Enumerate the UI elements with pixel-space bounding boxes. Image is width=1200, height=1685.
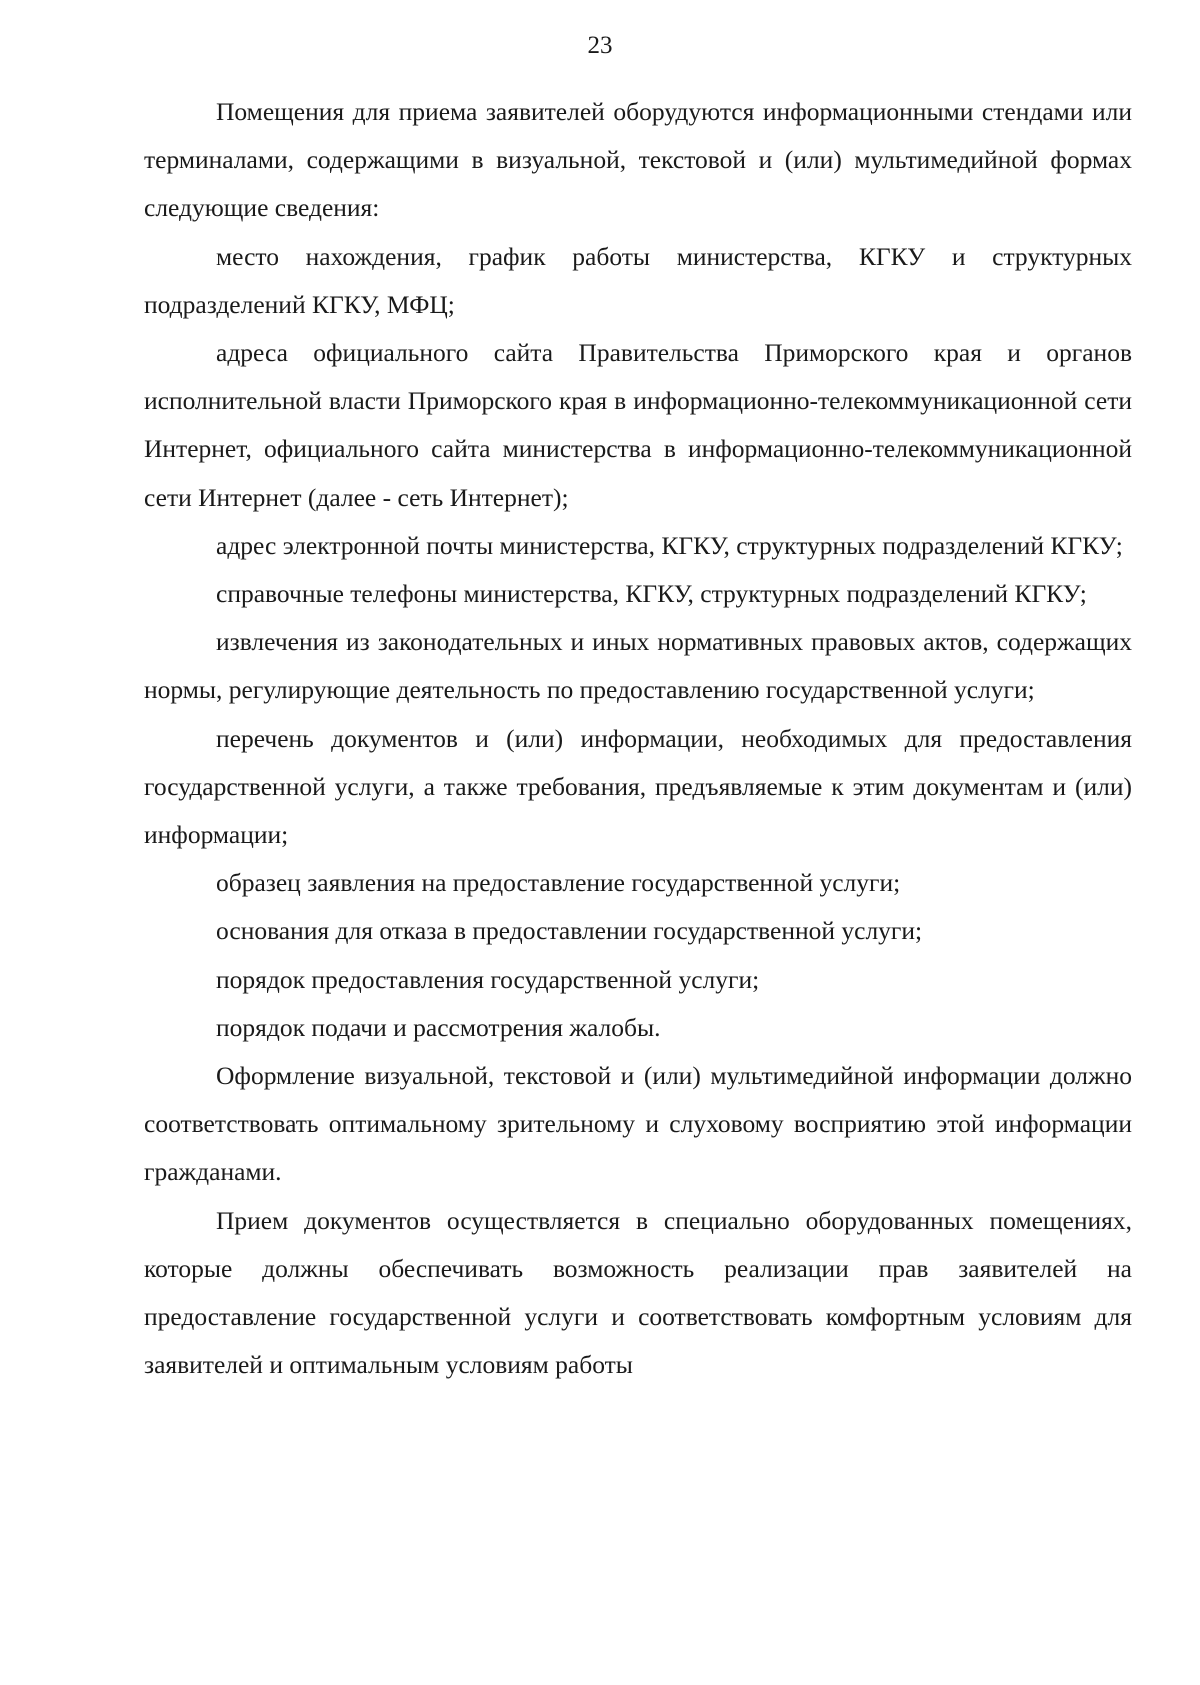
paragraph-phones: справочные телефоны министерства, КГКУ, структурных подразделений КГКУ; [216,579,1087,609]
document-body [144,88,1132,1389]
paragraph-location: место нахождения, график работы министерства, КГКУ и структурных подразделений КГКУ, МФЦ; [144,241,1132,319]
paragraph-application-sample: образец заявления на предоставление государственной услуги; [216,868,901,898]
paragraph-refusal-grounds: основания для отказа в предоставлении государственной услуги; [216,916,923,946]
paragraph-reception: Прием документов осуществляется в специально оборудованных помещениях, которые должны обеспечивать возможность реализации прав заявителей на предоставление государственной услуги и соответствовать комфортным условиям для заявителей и оптимальным условиям работы [144,1205,1132,1380]
paragraph-documents-list: перечень документов и (или) информации, необходимых для предоставления государственной услуги, а также требования, предъявляемые к этим документам и (или) информации; [144,723,1132,850]
paragraph-email: адрес электронной почты министерства, КГКУ, структурных подразделений КГКУ; [216,530,1123,560]
paragraph-website: адреса официального сайта Правительства Приморского края и органов исполнительной власти Приморского края в информационно-телекоммуникационной сети Интернет, официального сайта министерства в информационно-телекоммуникационной сети Интернет (далее - сеть Интернет); [144,338,1132,512]
paragraph-procedure: порядок предоставления государственной услуги; [216,964,760,994]
page-number: 23 [587,32,613,59]
paragraph-complaints: порядок подачи и рассмотрения жалобы. [216,1012,661,1042]
paragraph-design: Оформление визуальной, текстовой и (или) мультимедийной информации должно соответствовать оптимальному зрительному и слуховому восприятию этой информации гражданами. [144,1061,1132,1187]
paragraph-legal-extracts: извлечения из законодательных и иных нормативных правовых актов, содержащих нормы, регулирующие деятельность по предоставлению государственной услуги; [144,627,1132,705]
paragraph-intro: Помещения для приема заявителей оборудуются информационными стендами или терминалами, содержащими в визуальной, текстовой и (или) мультимедийной формах следующие сведения: [144,97,1132,223]
